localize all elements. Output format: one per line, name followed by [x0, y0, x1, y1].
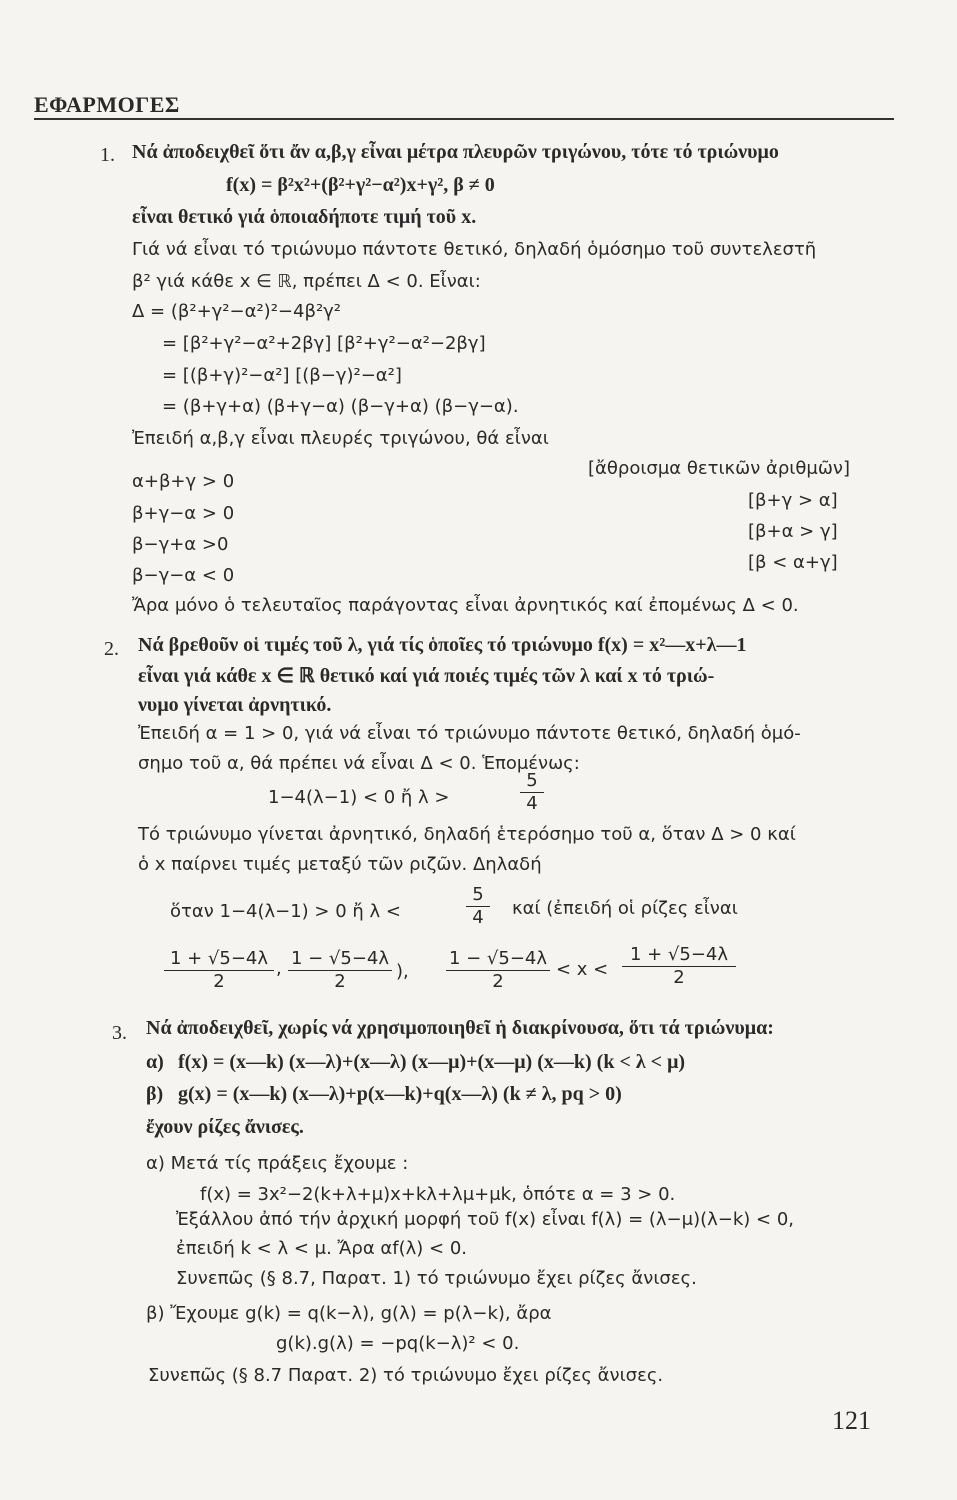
ex2-positive-fraction: [520, 770, 544, 815]
ex3-solution-b-2: g(k).g(λ) = −pq(k−λ)² < 0.: [276, 1333, 520, 1354]
fraction-denominator: 2: [213, 971, 225, 992]
ex2-solution-2: σημο τοῦ α, θά πρέπει νά εἶναι Δ < 0. Ἑπομένως:: [138, 753, 580, 774]
ex1-statement-end: εἶναι θετικό γιά ὁποιαδήποτε τιμή τοῦ x.: [132, 206, 477, 228]
ex3-solution-a-2: f(x) = 3x²−2(k+λ+μ)x+kλ+λμ+μk, ὁπότε α = 3 > 0.: [200, 1184, 676, 1205]
ex3-statement-end: ἔχουν ρίζες ἄνισες.: [146, 1116, 304, 1138]
ex2-interval-middle: < x <: [556, 959, 609, 980]
fraction-numerator: 1 + √5−4λ: [164, 948, 274, 971]
fraction-denominator: 2: [334, 971, 346, 992]
ex3-number: 3.: [112, 1022, 127, 1044]
ex2-root-separator: ,: [276, 958, 282, 979]
ex1-inequality-3: β−γ+α >0: [132, 534, 229, 555]
ex1-statement: Νά ἀποδειχθεῖ ὅτι ἄν α,β,γ εἶναι μέτρα πλευρῶν τριγώνου, τότε τό τριώνυμο: [132, 141, 779, 163]
ex2-interval-lower: [446, 948, 550, 993]
ex3-solution-a-5: Συνεπῶς (§ 8.7, Παρατ. 1) τό τριώνυμο ἔχει ρίζες ἄνισες.: [176, 1268, 697, 1289]
ex3-part-a-formula: f(x) = (x—k) (x—λ)+(x—λ) (x—μ)+(x—μ) (x—k) (k < λ < μ): [178, 1051, 686, 1073]
ex2-interval-upper: [622, 944, 736, 989]
ex2-negative-1: Τό τριώνυμο γίνεται ἀρνητικό, δηλαδή ἑτερόσημο τοῦ α, ὅταν Δ > 0 καί: [138, 824, 796, 845]
fraction-numerator: 1 − √5−4λ: [446, 948, 550, 971]
ex2-statement-1: Νά βρεθοῦν οἱ τιμές τοῦ λ, γιά τίς ὁποῖες τό τριώνυμο f(x) = x²—x+λ—1: [138, 634, 747, 656]
ex3-solution-b-3: Συνεπῶς (§ 8.7 Παρατ. 2) τό τριώνυμο ἔχει ρίζες ἄνισες.: [148, 1365, 664, 1386]
header-rule: [34, 118, 894, 120]
ex1-reason-2: [β+γ > α]: [748, 490, 838, 511]
ex3-part-a-label: α): [146, 1051, 164, 1073]
ex1-reason-4: [β < α+γ]: [748, 552, 838, 573]
ex1-inequality-2: β+γ−α > 0: [132, 503, 235, 524]
ex1-delta-line-4: = (β+γ+α) (β+γ−α) (β−γ+α) (β−γ−α).: [162, 396, 519, 417]
ex3-part-b-formula: g(x) = (x—k) (x—λ)+p(x—k)+q(x—λ) (k ≠ λ, pq > 0): [178, 1083, 622, 1105]
ex1-since-line: Ἐπειδή α,β,γ εἶναι πλευρές τριγώνου, θά εἶναι: [132, 428, 549, 449]
ex1-reason-3: [β+α > γ]: [748, 521, 838, 542]
ex3-solution-a-4: ἐπειδή k < λ < μ. Ἄρα αf(λ) < 0.: [176, 1238, 468, 1259]
fraction-denominator: 4: [526, 793, 538, 814]
ex2-when-condition: ὅταν 1−4(λ−1) > 0 ἤ λ <: [170, 901, 401, 922]
ex2-positive-condition: 1−4(λ−1) < 0 ἤ λ >: [268, 787, 450, 808]
ex1-delta-line-1: Δ = (β²+γ²−α²)²−4β²γ²: [132, 301, 342, 322]
ex2-root-1: [164, 948, 274, 993]
ex2-root-2: [288, 948, 392, 993]
ex1-delta-line-3: = [(β+γ)²−α²] [(β−γ)²−α²]: [162, 365, 402, 386]
fraction-numerator: 1 + √5−4λ: [622, 944, 736, 967]
fraction-numerator: 5: [520, 770, 544, 793]
ex2-roots-close: ),: [396, 961, 409, 982]
ex1-solution-line-1: Γιά νά εἶναι τό τριώνυμο πάντοτε θετικό, δηλαδή ὁμόσημο τοῦ συντελεστῆ: [132, 239, 817, 260]
ex3-solution-a-3: Ἐξάλλου ἀπό τήν ἀρχική μορφή τοῦ f(x) εἶναι f(λ) = (λ−μ)(λ−k) < 0,: [176, 1209, 795, 1230]
ex2-statement-3: νυμο γίνεται ἀρνητικό.: [138, 694, 332, 716]
fraction-numerator: 1 − √5−4λ: [288, 948, 392, 971]
page-number: 121: [832, 1406, 871, 1435]
ex1-delta-line-2: = [β²+γ²−α²+2βγ] [β²+γ²−α²−2βγ]: [162, 333, 486, 354]
fraction-denominator: 2: [492, 971, 504, 992]
ex1-solution-line-2: β² γιά κάθε x ∈ ℝ, πρέπει Δ < 0. Εἶναι:: [132, 271, 481, 292]
ex1-conclusion: Ἄρα μόνο ὁ τελευταῖος παράγοντας εἶναι ἀρνητικός καί ἐπομένως Δ < 0.: [132, 595, 799, 616]
ex2-solution-1: Ἐπειδή α = 1 > 0, γιά νά εἶναι τό τριώνυμο πάντοτε θετικό, δηλαδή ὁμό-: [138, 723, 801, 744]
ex2-negative-2: ὁ x παίρνει τιμές μεταξύ τῶν ριζῶν. Δηλαδή: [138, 854, 542, 875]
fraction-denominator: 4: [472, 907, 484, 928]
ex2-when-fraction: [466, 884, 490, 929]
ex1-reason-1: [ἄθροισμα θετικῶν ἀριθμῶν]: [588, 458, 851, 479]
ex2-statement-2: εἶναι γιά κάθε x ∈ ℝ θετικό καί γιά ποιές τιμές τῶν λ καί x τό τριώ-: [138, 665, 715, 687]
ex3-statement: Νά ἀποδειχθεῖ, χωρίς νά χρησιμοποιηθεῖ ἡ διακρίνουσα, ὅτι τά τριώνυμα:: [146, 1017, 774, 1039]
ex3-part-b-label: β): [146, 1083, 164, 1105]
ex1-inequality-4: β−γ−α < 0: [132, 565, 235, 586]
ex2-number: 2.: [104, 638, 119, 660]
ex1-inequality-1: α+β+γ > 0: [132, 471, 235, 492]
fraction-numerator: 5: [466, 884, 490, 907]
ex2-when-roots: καί (ἐπειδή οἱ ρίζες εἶναι: [512, 898, 738, 919]
section-header: ΕΦΑΡΜΟΓΕΣ: [34, 92, 180, 117]
ex1-number: 1.: [100, 144, 115, 166]
ex1-formula: f(x) = β²x²+(β²+γ²−α²)x+γ², β ≠ 0: [226, 174, 495, 196]
ex3-solution-a-1: α) Μετά τίς πράξεις ἔχουμε :: [146, 1153, 409, 1174]
fraction-denominator: 2: [673, 967, 685, 988]
ex3-solution-b-1: β) Ἔχουμε g(k) = q(k−λ), g(λ) = p(λ−k), ἄρα: [146, 1303, 552, 1324]
